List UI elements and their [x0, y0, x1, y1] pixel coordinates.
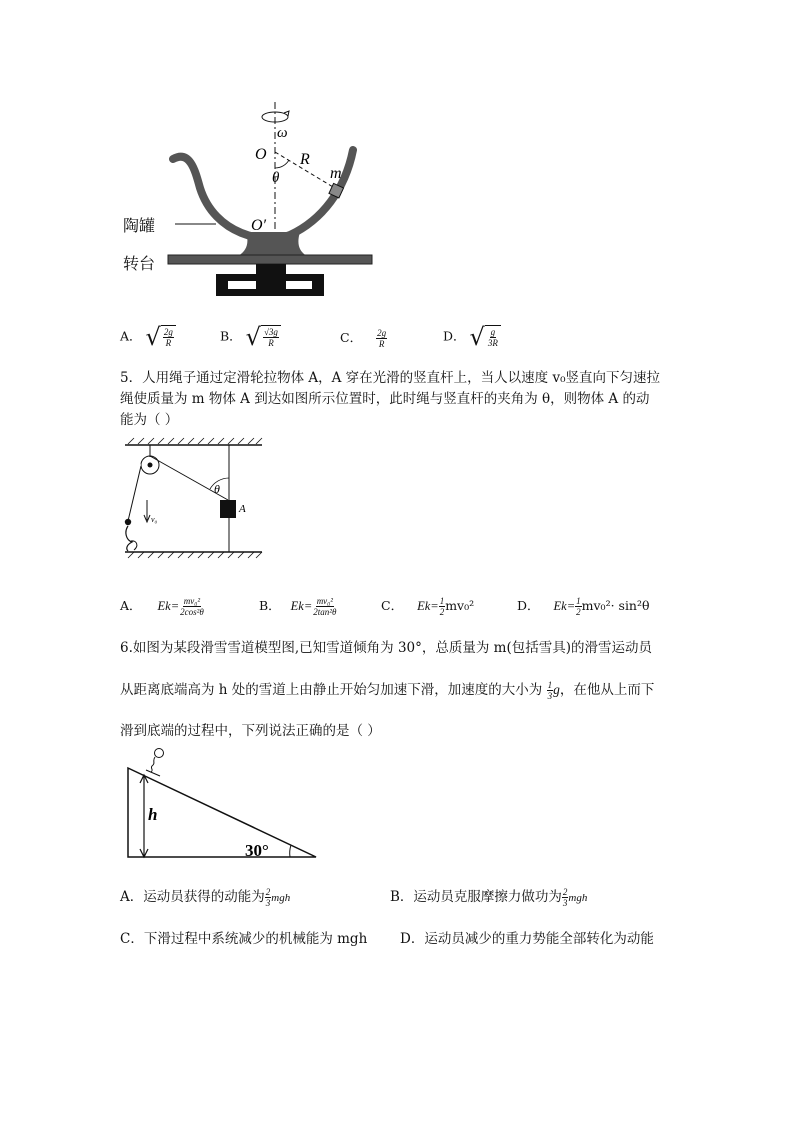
q6-option-b	[390, 887, 587, 908]
fraction-denominator: 3R	[487, 338, 498, 348]
fraction-numerator: 2	[265, 887, 271, 897]
angle-30-label: 30°	[245, 841, 269, 860]
kinetic-energy-symbol: Ek=	[157, 599, 180, 613]
sqrt-expression: √ $\frac{√3g}{R}$	[246, 322, 281, 352]
fraction-numerator: mv₀²	[316, 596, 334, 606]
q4-option-c	[340, 328, 387, 349]
theta-label: θ	[272, 170, 280, 186]
block-a-label: A	[239, 503, 246, 515]
mass-m-label: m	[330, 165, 342, 182]
option-letter: C．	[340, 330, 363, 345]
q5-option-b	[259, 596, 337, 617]
fraction-numerator: 1	[576, 596, 581, 606]
fraction-numerator: g	[490, 327, 496, 337]
pulley-theta-label: θ	[214, 482, 220, 496]
q4-option-b	[220, 322, 281, 352]
center-o-label: O	[255, 146, 267, 163]
fraction-numerator: 2	[562, 887, 568, 897]
q6-line-1: 6.如图为某段滑雪雪道模型图,已知雪道倾角为 30°，总质量为 m(包括雪具)的滑雪运动员	[120, 640, 653, 656]
option-b-text: B．运动员克服摩擦力做功为	[390, 889, 562, 905]
gravity-g: g	[553, 682, 560, 697]
height-h-label: h	[148, 805, 158, 824]
option-c-tail: mv₀²	[445, 598, 475, 613]
q6-line-3: 滑到底端的过程中，下列说法正确的是（ ）	[120, 723, 381, 739]
omega-label: ω	[277, 125, 288, 141]
fraction-numerator: 1	[439, 596, 445, 606]
q4-option-d	[443, 322, 501, 352]
option-letter: A．	[120, 598, 142, 613]
fraction-denominator: 3	[562, 898, 568, 908]
option-b-tail: mgh	[568, 892, 588, 904]
q6-line-2-end: ，在他从上而下	[559, 682, 655, 698]
sqrt-expression: √ $\frac{g}{3R}$	[470, 322, 501, 352]
q6-option-d: D．运动员减少的重力势能全部转化为动能	[400, 931, 654, 947]
kinetic-energy-symbol: Ek=	[417, 599, 439, 613]
ski-slope-figure	[120, 744, 320, 860]
option-d-tail: mv₀²· sin²θ	[581, 598, 650, 613]
pulley-rod-figure	[118, 436, 268, 564]
bottom-o-prime-label: O′	[251, 217, 267, 234]
fraction-denominator: R	[268, 338, 274, 348]
q5-line-2: 绳使质量为 m 物体 A 到达如图所示位置时，此时绳与竖直杆的夹角为 θ，则物体 A 的动	[120, 391, 650, 407]
fraction-denominator: 2	[576, 607, 581, 617]
fraction-denominator: 2	[439, 607, 445, 617]
q5-option-a	[120, 596, 205, 617]
q5-line-3: 能为（ ）	[120, 412, 179, 428]
q5-option-c	[381, 596, 474, 617]
kinetic-energy-symbol: Ek=	[290, 599, 313, 613]
option-letter: C．	[381, 598, 404, 613]
fraction-denominator: 2cos²θ	[180, 607, 204, 617]
turntable-label: 转台	[123, 254, 156, 273]
fraction-denominator: 3	[265, 898, 271, 908]
kinetic-energy-symbol: Ek=	[553, 599, 576, 613]
q4-option-a	[120, 322, 176, 352]
fraction-numerator: mv₀²	[183, 596, 201, 606]
q6-option-a	[120, 887, 290, 908]
fraction-numerator: 1	[547, 680, 553, 690]
option-letter: B．	[259, 598, 281, 613]
sqrt-expression: √ $\frac{2g}{R}$	[146, 322, 176, 352]
fraction-numerator: 2g	[377, 328, 387, 338]
jar-label: 陶罐	[123, 216, 156, 235]
option-a-text: A．运动员获得的动能为	[120, 889, 265, 905]
option-letter: D．	[517, 598, 540, 613]
q6-option-c: C．下滑过程中系统减少的机械能为 mgh	[120, 931, 368, 947]
option-letter: A．	[120, 328, 142, 344]
fraction-denominator: 3	[547, 691, 553, 701]
option-letter: D．	[443, 328, 466, 344]
q5-option-d	[517, 596, 650, 617]
fraction-denominator: R	[378, 339, 385, 349]
fraction-numerator: √3g	[263, 327, 278, 337]
fraction-denominator: 2tan²θ	[313, 607, 337, 617]
fraction-numerator: 2g	[163, 327, 173, 337]
q5-line-1: 5．人用绳子通过定滑轮拉物体 A，A 穿在光滑的竖直杆上，当人以速度 v₀竖直向下匀速拉	[120, 370, 660, 386]
fraction-denominator: R	[165, 338, 172, 348]
option-a-tail: mgh	[271, 892, 291, 904]
bowl-turntable-figure	[110, 100, 400, 305]
q6-line-2	[120, 680, 654, 701]
option-letter: B．	[220, 328, 242, 344]
radius-r-label: R	[300, 151, 310, 168]
q6-line-2-start: 从距离底端高为 h 处的雪道上由静止开始匀加速下滑，加速度的大小为	[120, 682, 547, 698]
velocity-v0-label: v₀	[151, 515, 158, 524]
